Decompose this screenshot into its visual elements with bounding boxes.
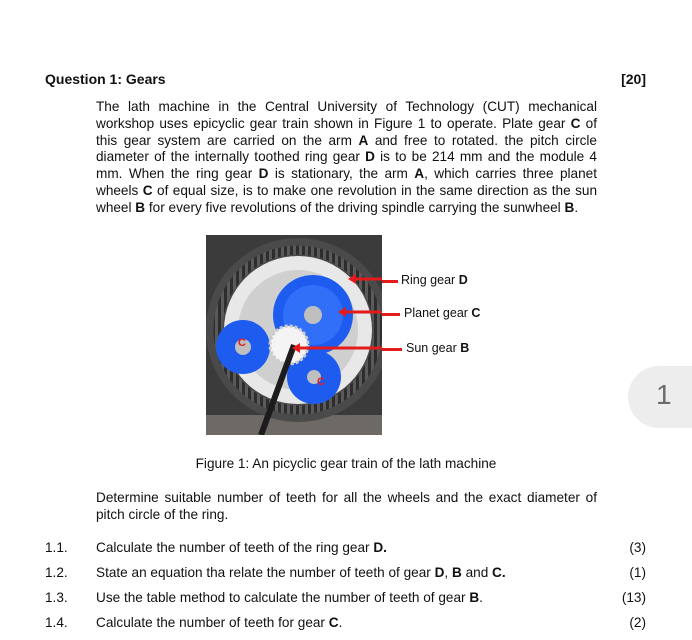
figure-caption: Figure 1: An picyclic gear train of the lath machine — [195, 456, 497, 471]
bold-symbol: B — [469, 590, 480, 605]
subquestion-number: 1.2. — [45, 565, 68, 580]
bold-symbol: B — [451, 565, 462, 580]
text-run: . — [338, 615, 343, 630]
label-ring-gear: Ring gear D — [401, 273, 468, 287]
subquestion-marks: (3) — [629, 540, 646, 555]
subquestion-marks: (13) — [621, 590, 646, 605]
subquestion-marks: (1) — [629, 565, 646, 580]
text-run: The lath machine in the Central University of Technology (CUT) mechanical workshop uses epicyclic gear train shown in Figure 1 to operate. Plate gear — [96, 99, 597, 131]
text-run: , — [444, 565, 452, 580]
question-title: Question 1: Gears — [45, 71, 166, 87]
text-run: , which carries three planet wheels — [96, 166, 597, 198]
bold-symbol: A — [358, 132, 369, 148]
text-run: . — [574, 199, 579, 215]
subquestion-text — [96, 590, 483, 605]
label-arrow-extension — [382, 280, 398, 283]
bold-symbol: C. — [492, 565, 506, 580]
bold-symbol: B — [135, 199, 146, 215]
subquestion-row — [0, 540, 692, 560]
bold-symbol: C — [570, 115, 581, 131]
page-number: 1 — [656, 379, 672, 410]
subquestion-text — [96, 540, 387, 555]
intro-paragraph — [96, 99, 597, 217]
text-run: State an equation tha relate the number of teeth of gear — [96, 565, 435, 580]
text-run: of this gear system are carried on the arm — [96, 115, 597, 148]
subquestion-row — [0, 565, 692, 585]
subquestion-number: 1.3. — [45, 590, 68, 605]
planet-mark-left: C — [238, 337, 246, 349]
planet-mark-bottom: C — [317, 376, 325, 388]
subquestion-text — [96, 615, 342, 630]
text-run: . — [479, 590, 483, 605]
bold-symbol: D. — [373, 540, 387, 555]
bold-symbol: D — [434, 565, 445, 580]
bold-symbol: D — [258, 166, 269, 182]
gear-train-photo — [206, 235, 382, 435]
text-run: Calculate the number of teeth of the ring gear — [96, 540, 374, 555]
text-run: and — [461, 565, 493, 580]
text-run: for every five revolutions of the driving spindle carrying the sunwheel — [145, 199, 565, 215]
subquestion-text — [96, 565, 506, 580]
question-marks: [20] — [621, 71, 646, 87]
subquestion-marks: (2) — [629, 615, 646, 630]
bold-symbol: B — [564, 199, 575, 215]
label-sun-gear: Sun gear B — [406, 341, 470, 355]
text-run: and free to rotated. the pitch circle diameter of the internally toothed ring gear — [96, 132, 597, 165]
subquestion-row — [0, 590, 692, 610]
subquestion-number: 1.4. — [45, 615, 68, 630]
gear-train-figure — [206, 235, 382, 435]
subquestion-number: 1.1. — [45, 540, 68, 555]
text-run: is stationary, the arm — [268, 166, 415, 182]
text-run: Calculate the number of teeth for gear — [96, 615, 329, 630]
subquestion-row — [0, 615, 692, 635]
bold-symbol: C — [142, 182, 153, 198]
bold-symbol: A — [414, 166, 425, 182]
label-arrow-extension — [382, 313, 400, 316]
page-indicator[interactable] — [628, 366, 692, 428]
bold-symbol: D — [365, 149, 375, 165]
label-planet-gear: Planet gear C — [404, 306, 481, 320]
label-arrow-extension — [382, 348, 402, 351]
bold-symbol: C — [328, 615, 339, 630]
text-run: is to be 214 mm and the module 4 mm. When the ring gear — [96, 149, 597, 182]
text-run: Use the table method to calculate the number of teeth of gear — [96, 590, 470, 605]
determine-paragraph: Determine suitable number of teeth for all the wheels and the exact diameter of pitch circle of the ring. — [96, 490, 597, 522]
text-run: of equal size, is to make one revolution in the same direction as the sun wheel — [96, 182, 597, 215]
